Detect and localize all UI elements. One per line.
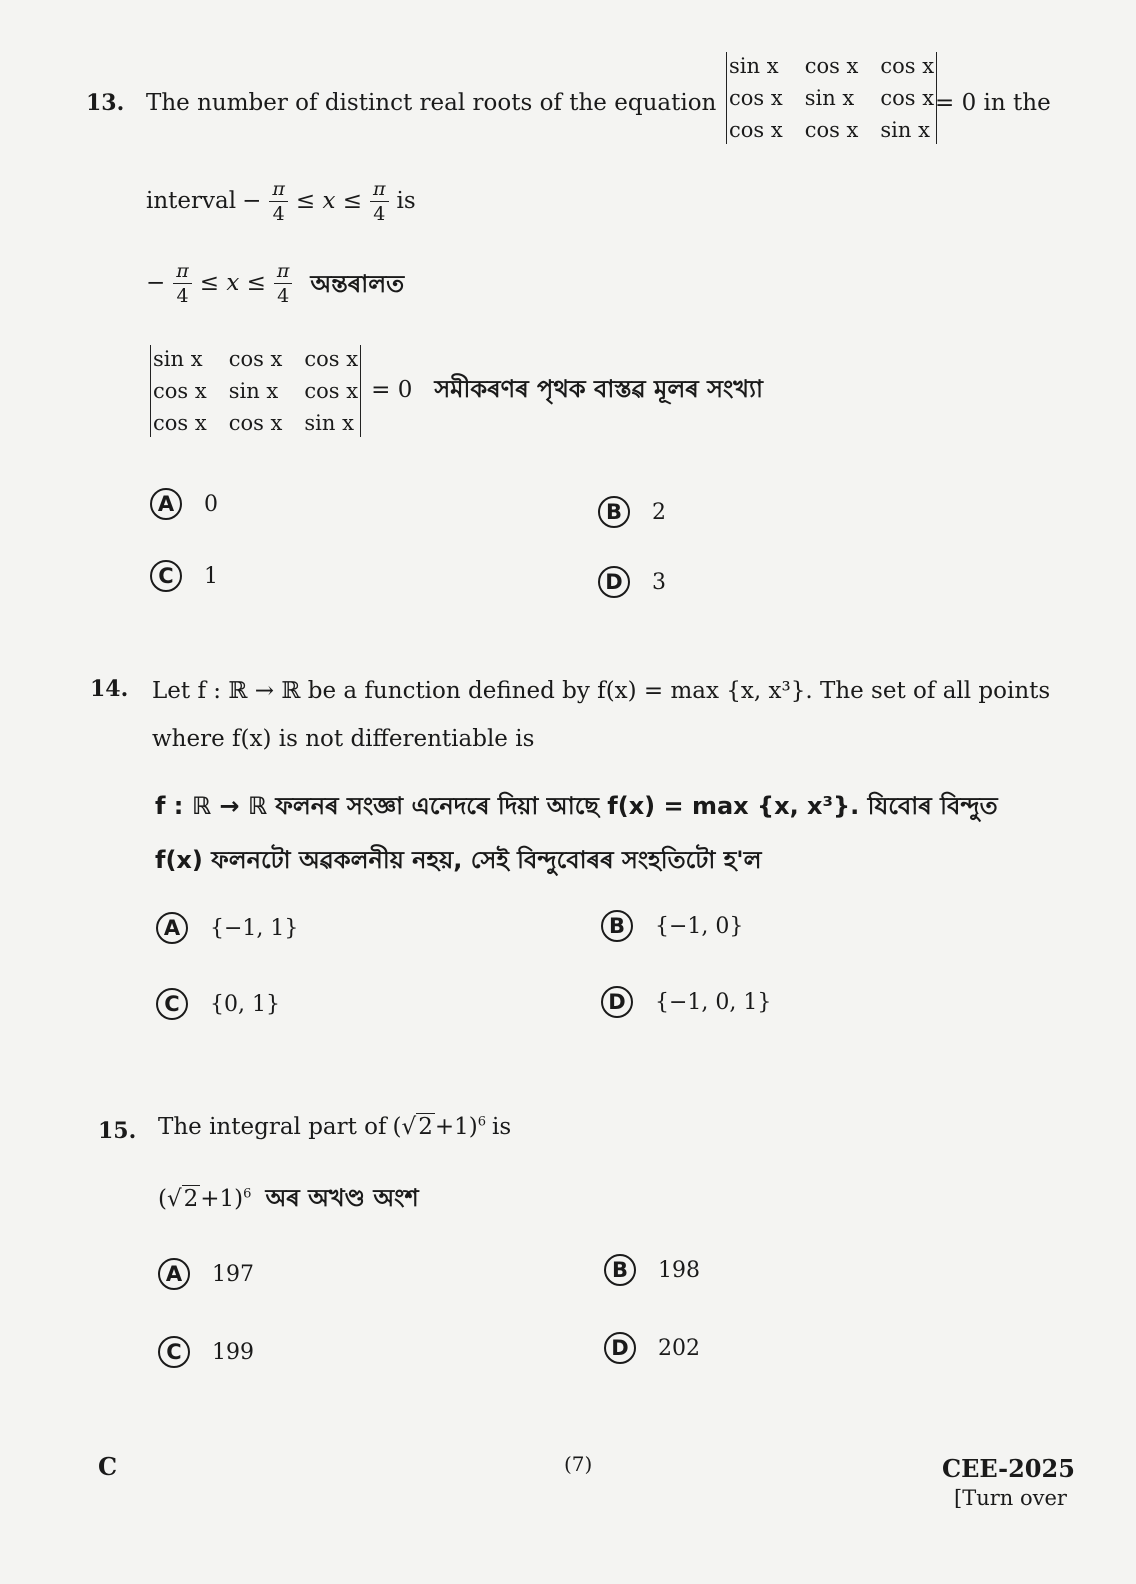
expression <box>158 1186 251 1214</box>
interval-is: is <box>396 188 416 215</box>
stem-lead: The integral part of <box>158 1114 387 1140</box>
option-b[interactable] <box>598 496 666 528</box>
denominator: 4 <box>277 285 290 307</box>
question-14-stem-as-line2: f(x) ফলনটো অৱকলনীয় নহয়, সেই বিন্দুবোৰৰ সংহতিটো হ'ল <box>155 846 762 874</box>
sqrt-icon: √ <box>401 1114 417 1140</box>
question-15-stem-en <box>158 1114 511 1142</box>
option-c[interactable] <box>156 988 280 1020</box>
question-13-interval-as <box>146 262 404 306</box>
question-14-stem-as-line1: f : ℝ → ℝ ফলনৰ সংজ্ঞা এনেদৰে দিয়া আছে f(x) = max {x, x³}. যিবোৰ বিন্দুত <box>155 792 998 820</box>
inequality: ≤ x ≤ <box>295 188 363 215</box>
determinant-cell: cos x <box>304 347 359 371</box>
sqrt-icon: √ <box>166 1186 182 1212</box>
option-letter-circle: C <box>158 1336 190 1368</box>
determinant-cell: cos x <box>153 411 207 435</box>
expression <box>393 1114 486 1142</box>
option-letter-circle: D <box>598 566 630 598</box>
equals-zero: = 0 <box>371 377 413 404</box>
question-15-stem-as <box>158 1184 419 1214</box>
determinant-cell: sin x <box>880 118 930 142</box>
denominator: 4 <box>176 285 189 307</box>
question-13-determinant-en <box>726 52 937 144</box>
option-value: {−1, 0} <box>655 913 744 939</box>
radicand: 2 <box>418 1114 433 1140</box>
option-c[interactable] <box>150 560 218 592</box>
fraction-pi-over-4 <box>269 180 288 224</box>
option-d[interactable] <box>601 986 771 1018</box>
determinant-cell: sin x <box>153 347 203 371</box>
determinant-cell: cos x <box>228 347 283 371</box>
option-c[interactable] <box>158 1336 254 1368</box>
option-value: 1 <box>204 563 218 589</box>
option-letter-circle: C <box>150 560 182 592</box>
footer-exam-code: CEE-2025 <box>942 1454 1075 1483</box>
expr-paren: ( <box>392 1114 402 1140</box>
question-13-stem-en: The number of distinct real roots of the equation <box>146 90 717 116</box>
question-13-interval-en <box>146 180 416 224</box>
option-b[interactable] <box>601 910 743 942</box>
numerator: π <box>269 180 288 202</box>
interval-as-text: অন্তৰালত <box>310 269 405 298</box>
exponent: 6 <box>477 1114 486 1130</box>
option-value: {−1, 1} <box>210 915 299 941</box>
determinant-cell: cos x <box>880 54 935 78</box>
question-15-number: 15. <box>98 1118 137 1144</box>
question-13-number: 13. <box>86 90 125 116</box>
determinant-matrix <box>726 52 937 144</box>
option-letter-circle: C <box>156 988 188 1020</box>
determinant-cell: cos x <box>228 411 283 435</box>
fraction-pi-over-4 <box>274 262 293 306</box>
determinant-cell: cos x <box>804 54 859 78</box>
option-d[interactable] <box>604 1332 700 1364</box>
determinant-cell: cos x <box>153 379 207 403</box>
expr-rest: +1) <box>200 1186 244 1212</box>
option-value: 199 <box>212 1339 254 1365</box>
option-value: 202 <box>658 1335 700 1361</box>
minus-sign: − <box>242 188 262 215</box>
minus-sign: − <box>146 270 166 297</box>
option-letter-circle: A <box>156 912 188 944</box>
inequality: ≤ x ≤ <box>199 270 266 297</box>
option-b[interactable] <box>604 1254 700 1286</box>
option-letter-circle: B <box>598 496 630 528</box>
determinant-cell: cos x <box>304 379 359 403</box>
stem-as-tail: অৰ অখণ্ড অংশ <box>265 1184 419 1212</box>
option-letter-circle: D <box>601 986 633 1018</box>
question-14-number: 14. <box>90 676 129 702</box>
determinant-matrix <box>150 345 361 437</box>
footer-turn-over: [Turn over <box>954 1486 1067 1510</box>
determinant-cell: sin x <box>729 54 779 78</box>
option-a[interactable] <box>156 912 298 944</box>
option-a[interactable] <box>150 488 218 520</box>
option-d[interactable] <box>598 566 666 598</box>
stem-tail: is <box>492 1114 512 1140</box>
determinant-cell: cos x <box>729 118 783 142</box>
option-value: 197 <box>212 1261 254 1287</box>
expr-paren: ( <box>158 1186 167 1212</box>
numerator: π <box>173 262 192 284</box>
option-a[interactable] <box>158 1258 254 1290</box>
footer-page-number: (7) <box>564 1452 593 1476</box>
option-letter-circle: A <box>158 1258 190 1290</box>
interval-label: interval <box>146 188 237 215</box>
question-14-stem-en-line1: Let f : ℝ → ℝ be a function defined by f(x) = max {x, x³}. The set of all points <box>152 678 1051 704</box>
determinant-cell: cos x <box>729 86 783 110</box>
question-13-stem-en-tail: = 0 in the <box>935 90 1051 116</box>
radicand: 2 <box>183 1186 199 1212</box>
option-value: 198 <box>658 1257 700 1283</box>
option-value: {0, 1} <box>210 991 280 1017</box>
numerator: π <box>274 262 293 284</box>
option-letter-circle: A <box>150 488 182 520</box>
determinant-cell: cos x <box>880 86 935 110</box>
expr-rest: +1) <box>434 1114 478 1140</box>
question-14-stem-en-line2: where f(x) is not differentiable is <box>152 726 535 752</box>
denominator: 4 <box>272 203 285 225</box>
option-value: 3 <box>652 569 666 595</box>
question-13-stem-as <box>150 345 763 437</box>
determinant-cell: sin x <box>228 379 279 403</box>
option-letter-circle: D <box>604 1332 636 1364</box>
determinant-cell: sin x <box>804 86 855 110</box>
option-letter-circle: B <box>601 910 633 942</box>
footer-set-code: C <box>98 1452 118 1481</box>
denominator: 4 <box>373 203 386 225</box>
option-letter-circle: B <box>604 1254 636 1286</box>
question-13-as-text: সমীকৰণৰ পৃথক বাস্তৱ মূলৰ সংখ্যা <box>434 375 763 403</box>
determinant-cell: sin x <box>304 411 354 435</box>
fraction-pi-over-4 <box>370 180 389 224</box>
option-value: 0 <box>204 491 218 517</box>
option-value: 2 <box>652 499 666 525</box>
fraction-pi-over-4 <box>173 262 192 306</box>
exponent: 6 <box>243 1186 252 1202</box>
option-value: {−1, 0, 1} <box>655 989 772 1015</box>
determinant-cell: cos x <box>804 118 859 142</box>
numerator: π <box>370 180 389 202</box>
